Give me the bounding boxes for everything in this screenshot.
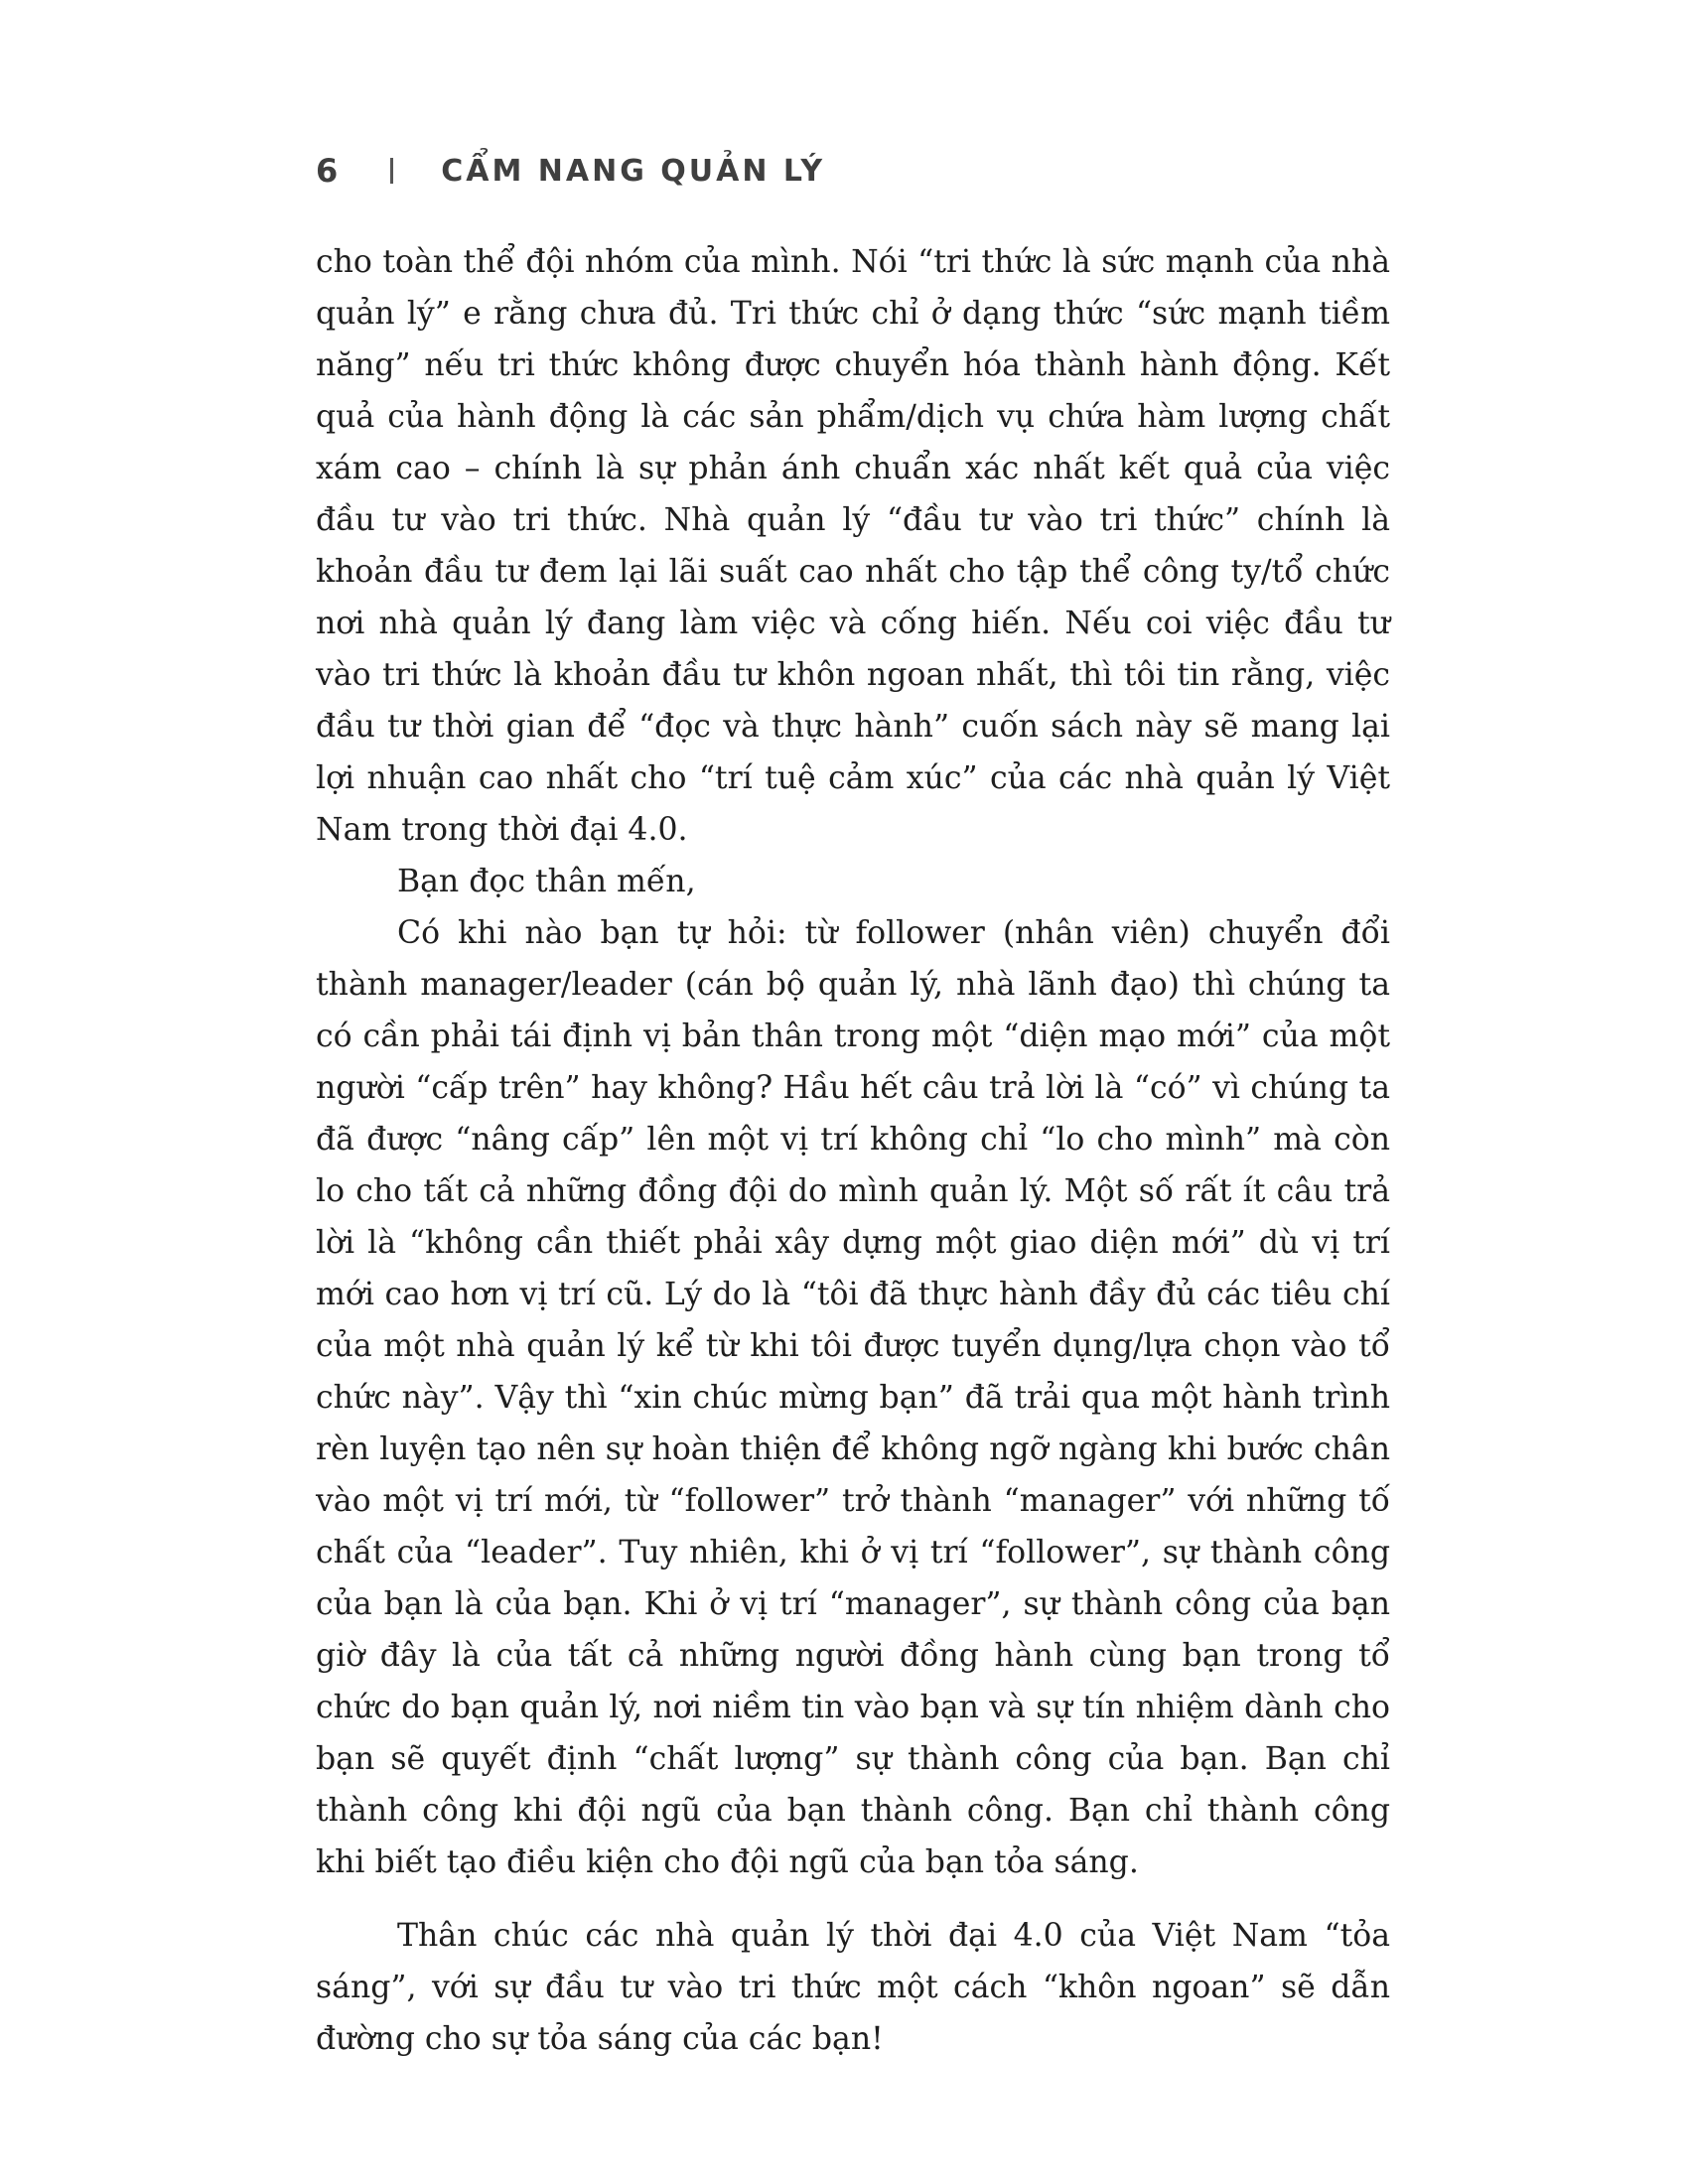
paragraph-closing: Thân chúc các nhà quản lý thời đại 4.0 của Việt Nam “tỏa sáng”, với sự đầu tư vào tri thức một cách “khôn ngoan” sẽ dẫn đường cho sự tỏa sáng của các bạn! — [316, 1918, 1390, 2057]
body-text — [316, 236, 1390, 2065]
header-divider — [390, 158, 393, 184]
page-number: 6 — [316, 152, 340, 190]
paragraph-salutation: Bạn đọc thân mến, — [397, 864, 696, 899]
book-title: CẨM NANG QUẢN LÝ — [441, 153, 826, 189]
paragraph-continuation: cho toàn thể đội nhóm của mình. Nói “tri thức là sức mạnh của nhà quản lý” e rằng chưa đủ. Tri thức chỉ ở dạng thức “sức mạnh tiềm năng” nếu tri thức không được chuyển hóa thành hành động. Kết quả của hành động là các sản phẩm/dịch vụ chứa hàm lượng chất xám cao – chính là sự phản ánh chuẩn xác nhất kết quả của việc đầu tư vào tri thức. Nhà quản lý “đầu tư vào tri thức” chính là khoản đầu tư đem lại lãi suất cao nhất cho tập thể công ty/tổ chức nơi nhà quản lý đang làm việc và cống hiến. Nếu coi việc đầu tư vào tri thức là khoản đầu tư khôn ngoan nhất, thì tôi tin rằng, việc đầu tư thời gian để “đọc và thực hành” cuốn sách này sẽ mang lại lợi nhuận cao nhất cho “trí tuệ cảm xúc” của các nhà quản lý Việt Nam trong thời đại 4.0. — [316, 244, 1390, 848]
running-head — [316, 149, 825, 193]
paragraph-main: Có khi nào bạn tự hỏi: từ follower (nhân viên) chuyển đổi thành manager/leader (cán bộ quản lý, nhà lãnh đạo) thì chúng ta có cần phải tái định vị bản thân trong một “diện mạo mới” của một người “cấp trên” hay không? Hầu hết câu trả lời là “có” vì chúng ta đã được “nâng cấp” lên một vị trí không chỉ “lo cho mình” mà còn lo cho tất cả những đồng đội do mình quản lý. Một số rất ít câu trả lời là “không cần thiết phải xây dựng một giao diện mới” dù vị trí mới cao hơn vị trí cũ. Lý do là “tôi đã thực hành đầy đủ các tiêu chí của một nhà quản lý kể từ khi tôi được tuyển dụng/lựa chọn vào tổ chức này”. Vậy thì “xin chúc mừng bạn” đã trải qua một hành trình rèn luyện tạo nên sự hoàn thiện để không ngỡ ngàng khi bước chân vào một vị trí mới, từ “follower” trở thành “manager” với những tố chất của “leader”. Tuy nhiên, khi ở vị trí “follower”, sự thành công của bạn là của bạn. Khi ở vị trí “manager”, sự thành công của bạn giờ đây là của tất cả những người đồng hành cùng bạn trong tổ chức do bạn quản lý, nơi niềm tin vào bạn và sự tín nhiệm dành cho bạn sẽ quyết định “chất lượng” sự thành công của bạn. Bạn chỉ thành công khi đội ngũ của bạn thành công. Bạn chỉ thành công khi biết tạo điều kiện cho đội ngũ của bạn tỏa sáng. — [316, 915, 1390, 1880]
